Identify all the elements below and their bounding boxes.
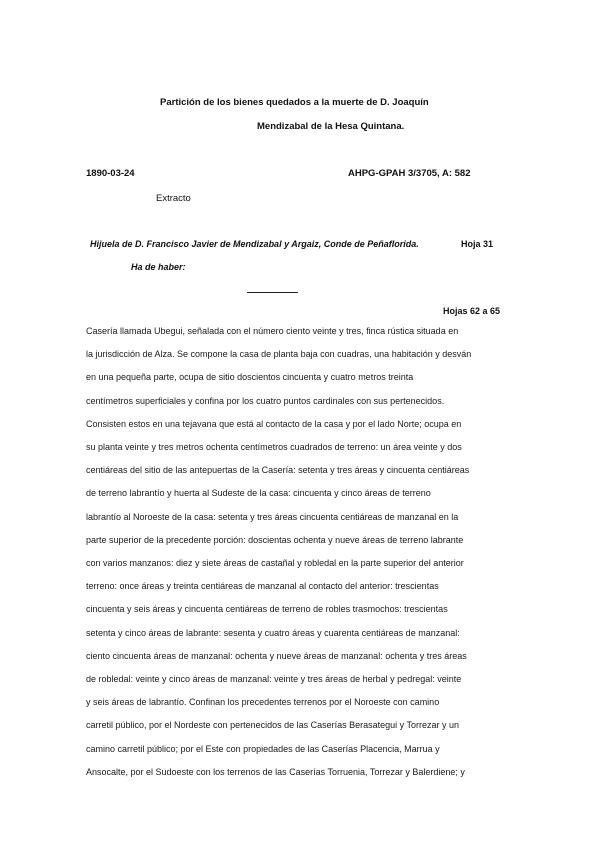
body-line: camino carretil público; por el Este con propiedades de las Caserías Placencia, Marrua y [86,743,440,754]
section-divider [247,292,298,293]
body-line: la jurisdicción de Alza. Se compone la casa de planta baja con cuadras, una habitación y desván [86,349,472,360]
body-line: setenta y cinco áreas de labrante: sesenta y cuatro áreas y cuarenta centiáreas de manzanal: [86,627,460,638]
body-line: Ansocalte, por el Sudoeste con los terrenos de las Caserías Torruenia, Torrezar y Balerdiene; y [86,766,465,777]
hijuela-sheet: Hoja 31 [461,239,494,249]
archive-reference: AHPG-GPAH 3/3705, A: 582 [348,168,471,179]
hijuela-subheading: Ha de haber: [131,262,186,272]
body-line: centiáreas del sitio de las antepuertas de la Casería: setenta y tres áreas y cincuenta centiáreas [86,465,470,476]
body-line: ciento cincuenta áreas de manzanal: ochenta y nueve áreas de manzanal: ochenta y tres áreas [86,650,467,661]
document-title-line-1: Partición de los bienes quedados a la muerte de D. Joaquín [160,97,429,108]
document-date: 1890-03-24 [86,168,135,179]
body-line: labrantío al Noroeste de la casa: setenta y tres áreas cincuenta centiáreas de manzanal en la [86,511,459,522]
body-line: cincuenta y seis áreas y cincuenta centiáreas de terreno de robles trasmochos: trescientas [86,604,448,615]
body-line: terreno: once áreas y treinta centiáreas de manzanal al contacto del anterior: trescientas [86,581,439,592]
body-line: con varios manzanos: diez y siete áreas de castañal y robledal en la parte superior del anterior [86,558,464,568]
body-line: su planta veinte y tres metros ochenta centímetros cuadrados de terreno: un área veinte y dos [86,442,462,452]
body-line: en una pequeña parte, ocupa de sitio doscientos cincuenta y cuatro metros treinta [86,372,414,383]
body-line: Casería llamada Ubegui, señalada con el número ciento veinte y tres, finca rústica situada en [86,326,459,336]
body-line: de robledal: veinte y cinco áreas de manzanal: veinte y tres áreas de herbal y pedregal: veinte [86,674,462,684]
body-line: parte superior de la precedente porción: doscientas ochenta y nueve áreas de terreno labrante [86,534,464,545]
section-sheets: Hojas 62 a 65 [443,306,501,316]
body-line: Consisten estos en una tejavana que está al contacto de la casa y por el lado Norte; ocupa en [86,418,462,429]
extract-label: Extracto [156,193,191,204]
body-line: carretil público, por el Nordeste con pertenecidos de las Caserías Berasategui y Torrezar y un [86,720,460,731]
body-line: centímetros superficiales y confina por los cuatro puntos cardinales con sus pertenecidos. [86,395,445,406]
body-line: de terreno labrantío y huerta al Sudeste de la casa: cincuenta y cinco áreas de terreno [86,488,431,499]
document-title-line-2: Mendizabal de la Hesa Quintana. [257,121,405,132]
hijuela-heading: Hijuela de D. Francisco Javier de Mendizabal y Argaiz, Conde de Peñaflorida. [90,239,419,249]
body-line: y seis áreas de labrantío. Confinan los precedentes terrenos por el Noroeste con camino [86,697,440,708]
